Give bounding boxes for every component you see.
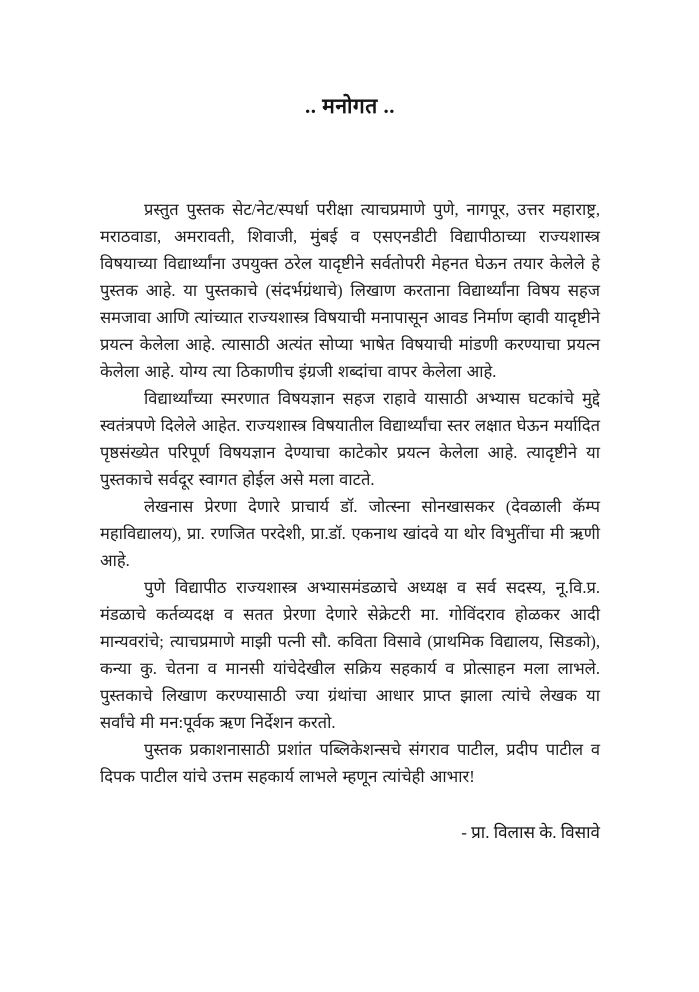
page-title: .. मनोगत ..	[305, 94, 395, 118]
paragraph-study-units: विद्यार्थ्यांच्या स्मरणात विषयज्ञान सहज राहावे यासाठी अभ्यास घटकांचे मुद्दे स्वतंत्रपणे दिलेले आहेत. राज्यशास्त्र विषयातील विद्यार्थ्यांचा स्तर लक्षात घेऊन मर्यादित पृष्ठसंख्येत परिपूर्ण विषयज्ञान देण्याचा काटेकोर प्रयत्न केलेला आहे. त्यादृष्टीने या पुस्तकाचे सर्वदूर स्वागत होईल असे मला वाटते.	[100, 389, 600, 489]
paragraph-intro: प्रस्तुत पुस्तक सेट/नेट/स्पर्धा परीक्षा त्याचप्रमाणे पुणे, नागपूर, उत्तर महाराष्ट्र, मराठवाडा, अमरावती, शिवाजी, मुंबई व एसएनडीटी विद्यापीठाच्या राज्यशास्त्र विषयाच्या विद्यार्थ्यांना उपयुक्त ठरेल यादृष्टीने सर्वतोपरी मेहनत घेऊन तयार केलेले हे पुस्तक आहे. या पुस्तकाचे (संदर्भग्रंथाचे) लिखाण करताना विद्यार्थ्यांना विषय सहज समजावा आणि त्यांच्यात राज्यशास्त्र विषयाची मनापासून आवड निर्माण व्हावी यादृष्टीने प्रयत्न केलेला आहे. त्यासाठी अत्यंत सोप्या भाषेत विषयाची मांडणी करण्याचा प्रयत्न केलेला आहे. योग्य त्या ठिकाणीच इंग्रजी शब्दांचा वापर केलेला आहे.	[100, 200, 600, 381]
preface-body	[100, 196, 600, 790]
paragraph-acknowledgements: पुणे विद्यापीठ राज्यशास्त्र अभ्यासमंडळाचे अध्यक्ष व सर्व सदस्य, नू.वि.प्र. मंडळाचे कर्तव्यदक्ष व सतत प्रेरणा देणारे सेक्रेटरी मा. गोविंदराव होळकर आदी मान्यवरांचे; त्याचप्रमाणे माझी पत्नी सौ. कविता विसावे (प्राथमिक विद्यालय, सिडको), कन्या कु. चेतना व मानसी यांचेदेखील सक्रिय सहकार्य व प्रोत्साहन मला लाभले. पुस्तकाचे लिखाण करण्यासाठी ज्या ग्रंथांचा आधार प्राप्त झाला त्यांचे लेखक या सर्वांचे मी मन:पूर्वक ऋण निर्देशन करतो.	[100, 578, 600, 732]
paragraph-publisher-thanks: पुस्तक प्रकाशनासाठी प्रशांत पब्लिकेशन्सचे संगराव पाटील, प्रदीप पाटील व दिपक पाटील यांचे उत्तम सहकार्य लाभले म्हणून त्यांचेही आभार!	[100, 740, 600, 786]
paragraph-mentors: लेखनास प्रेरणा देणारे प्राचार्य डॉ. जोत्स्ना सोनखासकर (देवळाली कॅम्प महाविद्यालय), प्रा. रणजित परदेशी, प्रा.डॉ. एकनाथ खांदवे या थोर विभुतींचा मी ऋणी आहे.	[100, 497, 600, 570]
author-signature: - प्रा. विलास के. विसावे	[461, 823, 600, 842]
